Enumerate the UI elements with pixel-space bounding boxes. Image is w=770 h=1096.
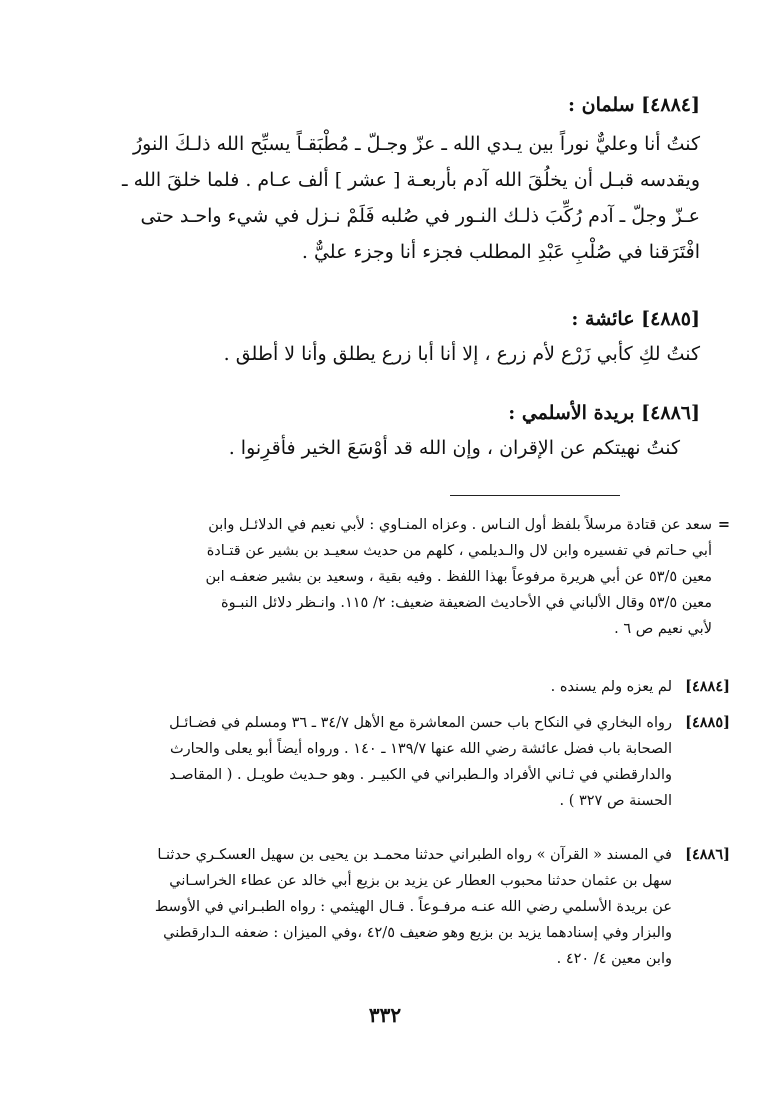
footnote-body: [40, 842, 672, 972]
footnote-line: وابن معين ٤/ ٤٢٠ .: [556, 951, 672, 967]
entry-4886: [70, 400, 700, 466]
footnote-line: معين ٥٣/٥ عن أبي هريرة مرفوعاً بهذا اللفظ . وفيه بقية ، وسعيد بن بشير ضعفـه ابن: [205, 569, 712, 585]
footnote-line: الصحابة باب فضل عائشة رضي الله عنها ١٣٩/٧ ـ ١٤٠ . ورواه أيضاً أبو يعلى والحارث: [169, 741, 672, 757]
footnote-line: لم يعزه ولم يسنده .: [550, 679, 672, 695]
footnote-line: والبزار وفي إسنادهما يزيد بن بزيع وهو ضعيف ٤٢/٥ ،وفي الميزان : ضعفه الـدارقطني: [163, 925, 672, 941]
footnote-line: سهل بن عثمان حدثنا محبوب العطار عن يزيد بن بزيع أبي خالد عن عطاء الخراسـاني: [169, 873, 672, 889]
footnote-line: معين ٥٣/٥ وقال الألباني في الأحاديث الضعيفة ضعيف: ٢/ ١١٥. وانـظر دلائل النبـوة: [221, 595, 712, 611]
entry-text: [70, 126, 700, 270]
footnote-line: أبي حـاتم في تفسيره وابن لال والـديلمي ، كلهم من حديث سعيـد بن بشير عن قتـادة: [206, 543, 712, 559]
text-line: كنتُ أنا وعليٌّ نوراً بين يـدي الله ـ عزّ وجـلّ ـ مُطْبَقـاً يسبِّح الله ذلـكَ النورُ: [132, 133, 700, 155]
footnote-4886: [40, 842, 730, 972]
footnote-4885: [40, 710, 730, 814]
entry-text: [70, 336, 700, 372]
footnote-line: في المسند « القرآن » رواه الطبراني حدثنا محمـد بن يحيى بن سهيل العسكـري حدثنـا: [157, 847, 672, 863]
entry-4885: [70, 306, 700, 372]
footnote-4884: [40, 674, 730, 700]
page-number: ٣٣٢: [368, 1003, 402, 1027]
footnote-body: [40, 710, 672, 814]
footnote-line: رواه البخاري في النكاح باب حسن المعاشرة مع الأهل ٣٤/٧ ـ ٣٦ ومسلم في فضـائـل: [169, 715, 672, 731]
text-line: عـزّ وجلّ ـ آدم رُكِّبَ ذلـك النـور في صُلبه فَلَمْ نـزل في شيء واحـد حتى: [140, 205, 700, 227]
footnote-label: =: [717, 516, 730, 533]
text-line: كنتُ نهيتكم عن الإقران ، وإن الله قد أوْسَعَ الخير فأقرِنوا .: [228, 437, 680, 459]
footnote-line: عن بريدة الأسلمي رضي الله عنـه مرفـوعاً . قـال الهيثمي : رواه الطبـراني في الأوسط: [154, 899, 672, 915]
footnote-body: [40, 674, 672, 700]
entry-4884: [70, 92, 700, 270]
text-line: ويقدسه قبـل أن يخلُقَ الله آدم بأربعـة [ عشر ] ألف عـام . فلما خلقَ الله ـ: [122, 169, 700, 191]
entry-heading: [٤٨٨٥] عائشة :: [571, 308, 700, 330]
text-line: افْتَرَقنا في صُلْبِ عَبْدِ المطلب فجزء أنا وجزء عليٌّ .: [301, 241, 700, 263]
footnote-line: سعد عن قتادة مرسلاً بلفظ أول النـاس . وعزاه المنـاوي : لأبي نعيم في الدلائـل وابن: [208, 517, 712, 533]
footnote-continuation: [40, 512, 730, 642]
footnote-body: [40, 512, 712, 642]
footnote-line: لأبي نعيم ص ٦ .: [614, 621, 712, 637]
entry-text: [70, 430, 680, 466]
entry-heading: [٤٨٨٦] بريدة الأسلمي :: [508, 402, 700, 424]
entry-heading: [٤٨٨٤] سلمان :: [568, 94, 700, 116]
footnote-line: والدارقطني في ثـاني الأفراد والـطبراني في الكبيـر . وهو حـديث طويـل . ( المقاصـد: [169, 767, 672, 783]
footnote-divider: [450, 495, 620, 496]
footnote-label: [٤٨٨٦]: [685, 846, 730, 863]
text-line: كنتُ لكِ كأبي زَرْع لأم زرع ، إلا أنا أبا زرع يطلق وأنا لا أطلق .: [223, 343, 700, 365]
footnote-line: الحسنة ص ٣٢٧ ) .: [559, 793, 672, 809]
footnote-label: [٤٨٨٥]: [685, 714, 730, 731]
footnote-label: [٤٨٨٤]: [685, 678, 730, 695]
